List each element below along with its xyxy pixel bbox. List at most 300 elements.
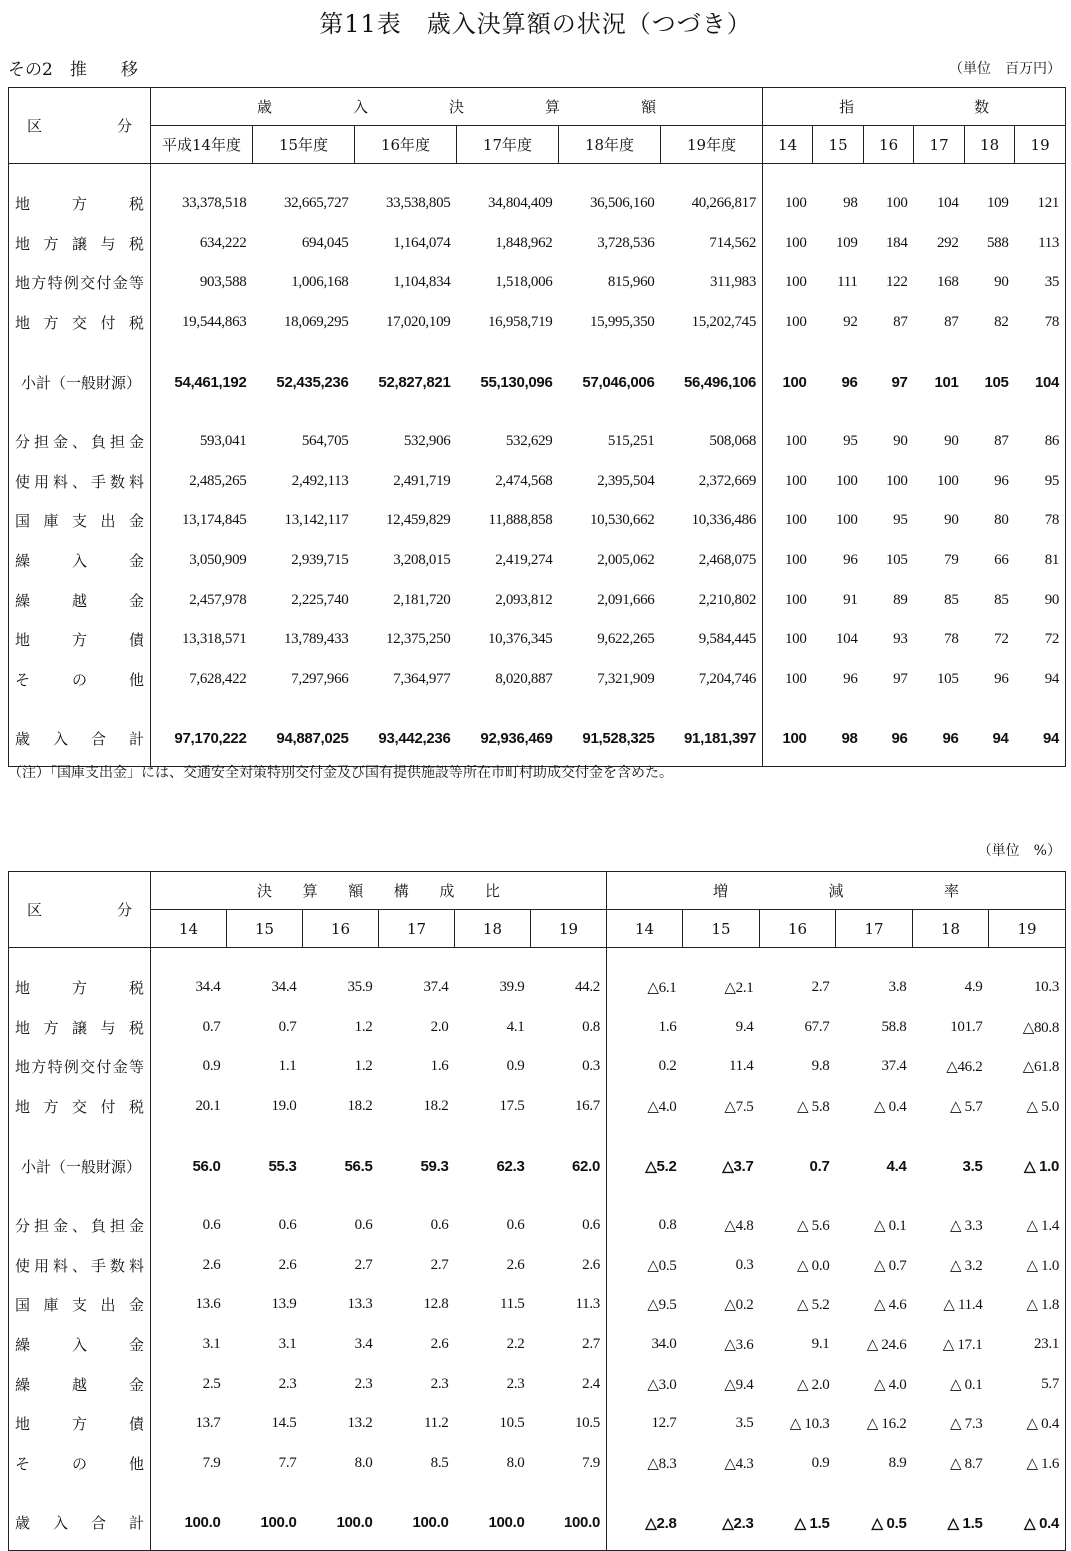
spacer-cell	[836, 948, 913, 969]
value-cell: △ 7.3	[949, 1416, 983, 1433]
spacer-cell	[303, 1186, 379, 1206]
spacer-cell	[559, 402, 661, 422]
value-cell: 4.1	[506, 1018, 525, 1035]
value-cell: 66	[994, 552, 1009, 569]
value-cell: 13.6	[151, 1285, 227, 1325]
value-cell: △2.1	[724, 980, 754, 997]
spacer-cell	[965, 342, 1015, 362]
value-cell: 1,518,006	[495, 274, 553, 291]
value-cell: 3,208,015	[393, 552, 451, 569]
spacer-cell	[813, 342, 864, 362]
value-cell: 97	[893, 670, 908, 687]
value-cell: 100	[763, 719, 813, 759]
value-cell: △ 1.5	[794, 1514, 830, 1532]
value-cell: 100.0	[563, 1514, 600, 1532]
value-cell: 23.1	[1033, 1336, 1060, 1353]
table-title: 第11表 歳入決算額の状況（つづき）	[319, 10, 752, 38]
value-cell: 44.2	[574, 979, 600, 996]
table-row	[9, 224, 1066, 264]
value-cell: 7,321,909	[597, 670, 655, 687]
column-header: 19	[989, 910, 1066, 948]
spacer-cell	[531, 1126, 607, 1146]
value-cell: 100	[763, 263, 813, 303]
value-cell: 78	[1044, 512, 1060, 529]
value-cell: 14.5	[271, 1415, 297, 1432]
spacer-cell	[379, 1186, 455, 1206]
value-cell: 111	[837, 274, 858, 291]
spacer-cell	[151, 699, 253, 719]
value-cell: 78	[1044, 314, 1060, 331]
value-cell: 0.7	[278, 1018, 297, 1035]
value-cell: 2,491,719	[393, 472, 451, 489]
value-cell: △5.2	[607, 1146, 683, 1186]
value-cell: 52,435,236	[276, 373, 349, 391]
value-cell: 11.4	[729, 1058, 754, 1075]
value-cell: △9.5	[607, 1285, 683, 1325]
spacer-cell	[661, 699, 763, 719]
kubun-header: 区 分	[9, 88, 151, 164]
value-cell: 96	[843, 552, 858, 569]
value-cell: 2.2	[506, 1336, 525, 1353]
value-cell: 100	[835, 512, 858, 529]
value-cell: △2.3	[722, 1514, 754, 1532]
value-cell: 40,266,817	[691, 195, 757, 212]
spacer-cell	[1015, 164, 1066, 185]
value-cell: 1,006,168	[291, 274, 349, 291]
value-cell: 9,584,445	[698, 631, 757, 648]
value-cell: 7,204,746	[698, 670, 757, 687]
spacer-cell	[607, 1483, 683, 1503]
spacer-cell	[303, 948, 379, 969]
value-cell: 13,318,571	[151, 620, 253, 660]
value-cell: 1.6	[430, 1058, 449, 1075]
value-cell: 13,142,117	[284, 512, 349, 529]
spacer-cell	[864, 164, 914, 185]
value-cell: 11,888,858	[488, 512, 553, 529]
spacer-cell	[9, 699, 151, 719]
spacer-cell	[379, 948, 455, 969]
spacer-cell	[683, 1483, 760, 1503]
value-cell: 85	[994, 591, 1009, 608]
value-cell: 95	[1044, 472, 1060, 489]
value-cell: 12.8	[423, 1296, 449, 1313]
value-cell: △ 1.0	[1026, 1257, 1060, 1274]
value-cell: 10,530,662	[589, 512, 655, 529]
column-header: 平成14年度	[151, 126, 253, 164]
value-cell: 292	[936, 234, 959, 251]
value-cell: 80	[994, 512, 1009, 529]
value-cell: 100.0	[260, 1514, 297, 1532]
spacer-cell	[455, 1543, 531, 1551]
value-cell: 13,789,433	[283, 631, 349, 648]
value-cell: 2.3	[430, 1375, 449, 1392]
value-cell: 87	[994, 433, 1009, 450]
value-cell: 10.5	[499, 1415, 525, 1432]
spacer-cell	[914, 342, 965, 362]
spacer-row	[9, 1186, 1066, 1206]
value-cell: 39.9	[499, 979, 525, 996]
spacer-cell	[914, 164, 965, 185]
value-cell: 94,887,025	[276, 730, 349, 748]
table-row	[9, 1444, 1066, 1484]
value-cell: 8.9	[888, 1454, 907, 1471]
value-cell: 13,174,845	[151, 501, 253, 541]
value-cell: 3,728,536	[597, 234, 655, 251]
value-cell: 100.0	[151, 1503, 227, 1543]
value-cell: 2,419,274	[495, 552, 553, 569]
value-cell: 100	[763, 541, 813, 581]
column-header: 15	[227, 910, 303, 948]
value-cell: 9.8	[811, 1058, 830, 1075]
table-row	[9, 620, 1066, 660]
value-cell: △ 0.0	[796, 1257, 830, 1274]
spacer-cell	[760, 1186, 836, 1206]
value-cell: 12.7	[607, 1404, 683, 1444]
value-cell: 0.3	[582, 1058, 600, 1075]
value-cell: 2.3	[278, 1375, 297, 1392]
value-cell: 7.7	[278, 1454, 297, 1471]
spacer-cell	[989, 948, 1066, 969]
value-cell: 100	[763, 462, 813, 502]
value-cell: 634,222	[151, 224, 253, 264]
value-cell: 2,091,666	[597, 591, 655, 608]
value-cell: △ 0.4	[1023, 1514, 1060, 1532]
value-cell: 93	[893, 631, 908, 648]
table-row	[9, 719, 1066, 759]
spacer-cell	[661, 759, 763, 767]
spacer-cell	[151, 164, 253, 185]
spacer-cell	[227, 1126, 303, 1146]
value-cell: △ 16.2	[866, 1416, 907, 1433]
spacer-cell	[813, 164, 864, 185]
composition-and-growth-table	[8, 871, 1066, 1551]
value-cell: 16.7	[574, 1098, 600, 1115]
value-cell: △ 5.0	[1026, 1099, 1060, 1116]
row-label: 繰入金	[15, 552, 144, 571]
spacer-cell	[989, 1483, 1066, 1503]
value-cell: △ 1.4	[1026, 1218, 1060, 1235]
row-label: 地方債	[15, 1415, 144, 1434]
value-cell: 8,020,887	[495, 670, 553, 687]
value-cell: 105	[936, 670, 959, 687]
value-cell: 2.3	[506, 1375, 525, 1392]
spacer-cell	[683, 1543, 760, 1551]
table-row	[9, 580, 1066, 620]
value-cell: 588	[986, 234, 1009, 251]
spacer-cell	[455, 1126, 531, 1146]
value-cell: 13.9	[271, 1296, 297, 1313]
spacer-row	[9, 1126, 1066, 1146]
value-cell: 7.9	[582, 1454, 600, 1471]
value-cell: 17.5	[499, 1098, 525, 1115]
value-cell: 95	[843, 433, 858, 450]
value-cell: 15,995,350	[589, 314, 655, 331]
kubun-header: 区 分	[9, 872, 151, 948]
column-header: 17	[379, 910, 455, 948]
value-cell: 5.7	[1041, 1375, 1060, 1392]
spacer-cell	[607, 1126, 683, 1146]
value-cell: 19.0	[271, 1098, 297, 1115]
value-cell: 100	[763, 660, 813, 700]
column-header: 17	[914, 126, 965, 164]
column-header: 16	[864, 126, 914, 164]
value-cell: 34,804,409	[487, 195, 553, 212]
value-cell: 82	[994, 314, 1009, 331]
value-cell: 79	[944, 552, 959, 569]
value-cell: 97,170,222	[151, 719, 253, 759]
value-cell: 0.9	[151, 1047, 227, 1087]
value-cell: △0.5	[607, 1246, 683, 1286]
column-header: 17年度	[457, 126, 559, 164]
value-cell: 714,562	[709, 234, 757, 251]
value-cell: 104	[835, 631, 858, 648]
row-label: 繰入金	[15, 1336, 144, 1355]
value-cell: 2,372,669	[698, 472, 757, 489]
spacer-cell	[607, 1543, 683, 1551]
value-cell: 3.1	[151, 1325, 227, 1365]
value-cell: 0.9	[506, 1058, 525, 1075]
value-cell: 2.6	[506, 1256, 525, 1273]
value-cell: 2,474,568	[495, 472, 553, 489]
table-row	[9, 462, 1066, 502]
value-cell: 100	[763, 422, 813, 462]
footnote: （注）「国庫支出金」には、交通安全対策特別交付金及び国有提供施設等所在市町村助成交付金を含めた。	[8, 765, 673, 781]
value-cell: 0.7	[809, 1157, 830, 1175]
spacer-cell	[227, 1186, 303, 1206]
value-cell: 100	[763, 224, 813, 264]
column-header: 16年度	[355, 126, 457, 164]
value-cell: 16,958,719	[487, 314, 553, 331]
spacer-cell	[760, 1126, 836, 1146]
value-cell: 109	[986, 195, 1009, 212]
spacer-cell	[559, 699, 661, 719]
value-cell: 1.2	[354, 1018, 373, 1035]
value-cell: 90	[893, 433, 908, 450]
value-cell: △6.1	[607, 968, 683, 1008]
value-cell: 96	[891, 730, 908, 748]
table-row	[9, 541, 1066, 581]
spacer-cell	[965, 759, 1015, 767]
value-cell: 15,202,745	[691, 314, 757, 331]
table-row	[9, 1325, 1066, 1365]
value-cell: 98	[843, 195, 858, 212]
value-cell: 104	[936, 195, 959, 212]
spacer-cell	[379, 1126, 455, 1146]
value-cell: 815,960	[607, 274, 655, 291]
value-cell: 7,628,422	[151, 660, 253, 700]
spacer-cell	[227, 1543, 303, 1551]
value-cell: 2.3	[354, 1375, 373, 1392]
value-cell: 10.3	[1033, 979, 1060, 996]
spacer-cell	[914, 699, 965, 719]
value-cell: △ 4.6	[873, 1297, 907, 1314]
value-cell: 2,468,075	[698, 552, 757, 569]
value-cell: 54,461,192	[151, 362, 253, 402]
value-cell: 2,210,802	[698, 591, 757, 608]
value-cell: 19,544,863	[151, 303, 253, 343]
spacer-cell	[763, 402, 813, 422]
value-cell: 90	[1044, 591, 1060, 608]
value-cell: 100	[763, 620, 813, 660]
value-cell: 56.5	[344, 1157, 373, 1175]
value-cell: 3.8	[888, 979, 907, 996]
column-header: 15年度	[253, 126, 355, 164]
value-cell: △ 24.6	[866, 1337, 907, 1354]
row-label: 地方譲与税	[15, 1018, 144, 1037]
spacer-cell	[763, 342, 813, 362]
value-cell: △ 2.0	[796, 1376, 830, 1393]
value-cell: 8.0	[506, 1454, 525, 1471]
value-cell: △7.5	[724, 1099, 754, 1116]
column-header: 14	[607, 910, 683, 948]
value-cell: 0.8	[607, 1206, 683, 1246]
value-cell: 13.3	[347, 1296, 373, 1313]
value-cell: 2.6	[582, 1256, 600, 1273]
row-label: 地方債	[15, 631, 144, 650]
column-header: 17	[836, 910, 913, 948]
value-cell: 13.2	[347, 1415, 373, 1432]
table-row	[9, 660, 1066, 700]
value-cell: △8.3	[607, 1444, 683, 1484]
row-label: 繰越金	[15, 591, 144, 610]
spacer-cell	[227, 948, 303, 969]
spacer-cell	[9, 1483, 151, 1503]
value-cell: △ 3.2	[949, 1257, 983, 1274]
spacer-cell	[989, 1126, 1066, 1146]
row-label: 地方税	[15, 195, 144, 214]
value-cell: 593,041	[151, 422, 253, 462]
value-cell: 81	[1044, 552, 1060, 569]
spacer-cell	[355, 164, 457, 185]
value-cell: 35	[1044, 274, 1060, 291]
value-cell: 0.7	[151, 1008, 227, 1048]
value-cell: 97	[891, 373, 908, 391]
spacer-row	[9, 1543, 1066, 1551]
spacer-cell	[913, 1126, 989, 1146]
value-cell: 2,005,062	[597, 552, 655, 569]
value-cell: 98	[841, 730, 858, 748]
row-label: 歳入合計	[15, 730, 144, 749]
value-cell: 3.5	[735, 1415, 754, 1432]
spacer-cell	[151, 342, 253, 362]
value-cell: 2,093,812	[495, 591, 553, 608]
spacer-cell	[559, 164, 661, 185]
value-cell: △ 4.0	[873, 1376, 907, 1393]
revenue-amount-table	[8, 87, 1066, 767]
spacer-cell	[457, 164, 559, 185]
spacer-cell	[253, 402, 355, 422]
value-cell: 1,164,074	[393, 234, 451, 251]
spacer-cell	[661, 342, 763, 362]
value-cell: 694,045	[301, 234, 349, 251]
value-cell: 96	[994, 472, 1009, 489]
table-row	[9, 184, 1066, 224]
spacer-cell	[151, 1483, 227, 1503]
value-cell: 2.4	[582, 1375, 600, 1392]
spacer-cell	[1015, 342, 1066, 362]
row-label: 分担金、負担金	[15, 433, 144, 452]
spacer-cell	[914, 402, 965, 422]
value-cell: 36,506,160	[589, 195, 655, 212]
value-cell: 9,622,265	[597, 631, 655, 648]
value-cell: 0.9	[811, 1454, 830, 1471]
value-cell: 0.6	[582, 1217, 600, 1234]
spacer-cell	[9, 342, 151, 362]
value-cell: △46.2	[946, 1059, 983, 1076]
spacer-cell	[813, 759, 864, 767]
value-cell: 184	[885, 234, 908, 251]
value-cell: 100.0	[412, 1514, 449, 1532]
value-cell: 91	[843, 591, 858, 608]
value-cell: 100	[936, 472, 959, 489]
value-cell: 100	[763, 362, 813, 402]
spacer-cell	[253, 164, 355, 185]
spacer-cell	[151, 402, 253, 422]
value-cell: 96	[843, 670, 858, 687]
value-cell: 92	[843, 314, 858, 331]
spacer-cell	[9, 164, 151, 185]
value-cell: 87	[944, 314, 959, 331]
value-cell: 90	[944, 512, 959, 529]
column-header: 18年度	[559, 126, 661, 164]
spacer-cell	[914, 759, 965, 767]
spacer-cell	[253, 699, 355, 719]
value-cell: 2.7	[430, 1256, 449, 1273]
value-cell: △3.0	[607, 1364, 683, 1404]
spacer-cell	[1015, 699, 1066, 719]
spacer-cell	[763, 759, 813, 767]
value-cell: 90	[944, 433, 959, 450]
column-header: 18	[913, 910, 989, 948]
value-cell: 121	[1037, 195, 1060, 212]
row-label: 小計（一般財源）	[21, 1157, 142, 1176]
value-cell: 62.0	[572, 1157, 600, 1175]
value-cell: 3.4	[354, 1336, 373, 1353]
row-label: 国庫支出金	[15, 1296, 144, 1315]
value-cell: 62.3	[496, 1157, 525, 1175]
column-header: 16	[760, 910, 836, 948]
value-cell: △ 0.5	[871, 1514, 907, 1532]
value-cell: 3.1	[278, 1336, 297, 1353]
spacer-cell	[9, 1186, 151, 1206]
row-label: 国庫支出金	[15, 512, 144, 531]
value-cell: 2.6	[430, 1336, 449, 1353]
value-cell: △4.3	[724, 1455, 754, 1472]
row-label: 繰越金	[15, 1375, 144, 1394]
value-cell: 56,496,106	[684, 373, 757, 391]
value-cell: 7,297,966	[291, 670, 349, 687]
value-cell: △ 5.7	[949, 1099, 983, 1116]
value-cell: 311,983	[709, 274, 757, 291]
spacer-cell	[836, 1483, 913, 1503]
spacer-cell	[151, 948, 227, 969]
value-cell: 0.6	[430, 1217, 449, 1234]
column-header: 19	[531, 910, 607, 948]
value-cell: 35.9	[347, 979, 373, 996]
value-cell: △4.8	[724, 1218, 754, 1235]
value-cell: 104	[1034, 373, 1060, 391]
spacer-cell	[864, 759, 914, 767]
value-cell: 59.3	[420, 1157, 449, 1175]
spacer-row	[9, 402, 1066, 422]
value-cell: △ 0.1	[949, 1376, 983, 1393]
value-cell: 168	[936, 274, 959, 291]
value-cell: 78	[944, 631, 959, 648]
value-cell: 100	[763, 184, 813, 224]
row-label: 使用料、手数料	[15, 1256, 144, 1275]
value-cell: 37.4	[423, 979, 449, 996]
table-row	[9, 1285, 1066, 1325]
